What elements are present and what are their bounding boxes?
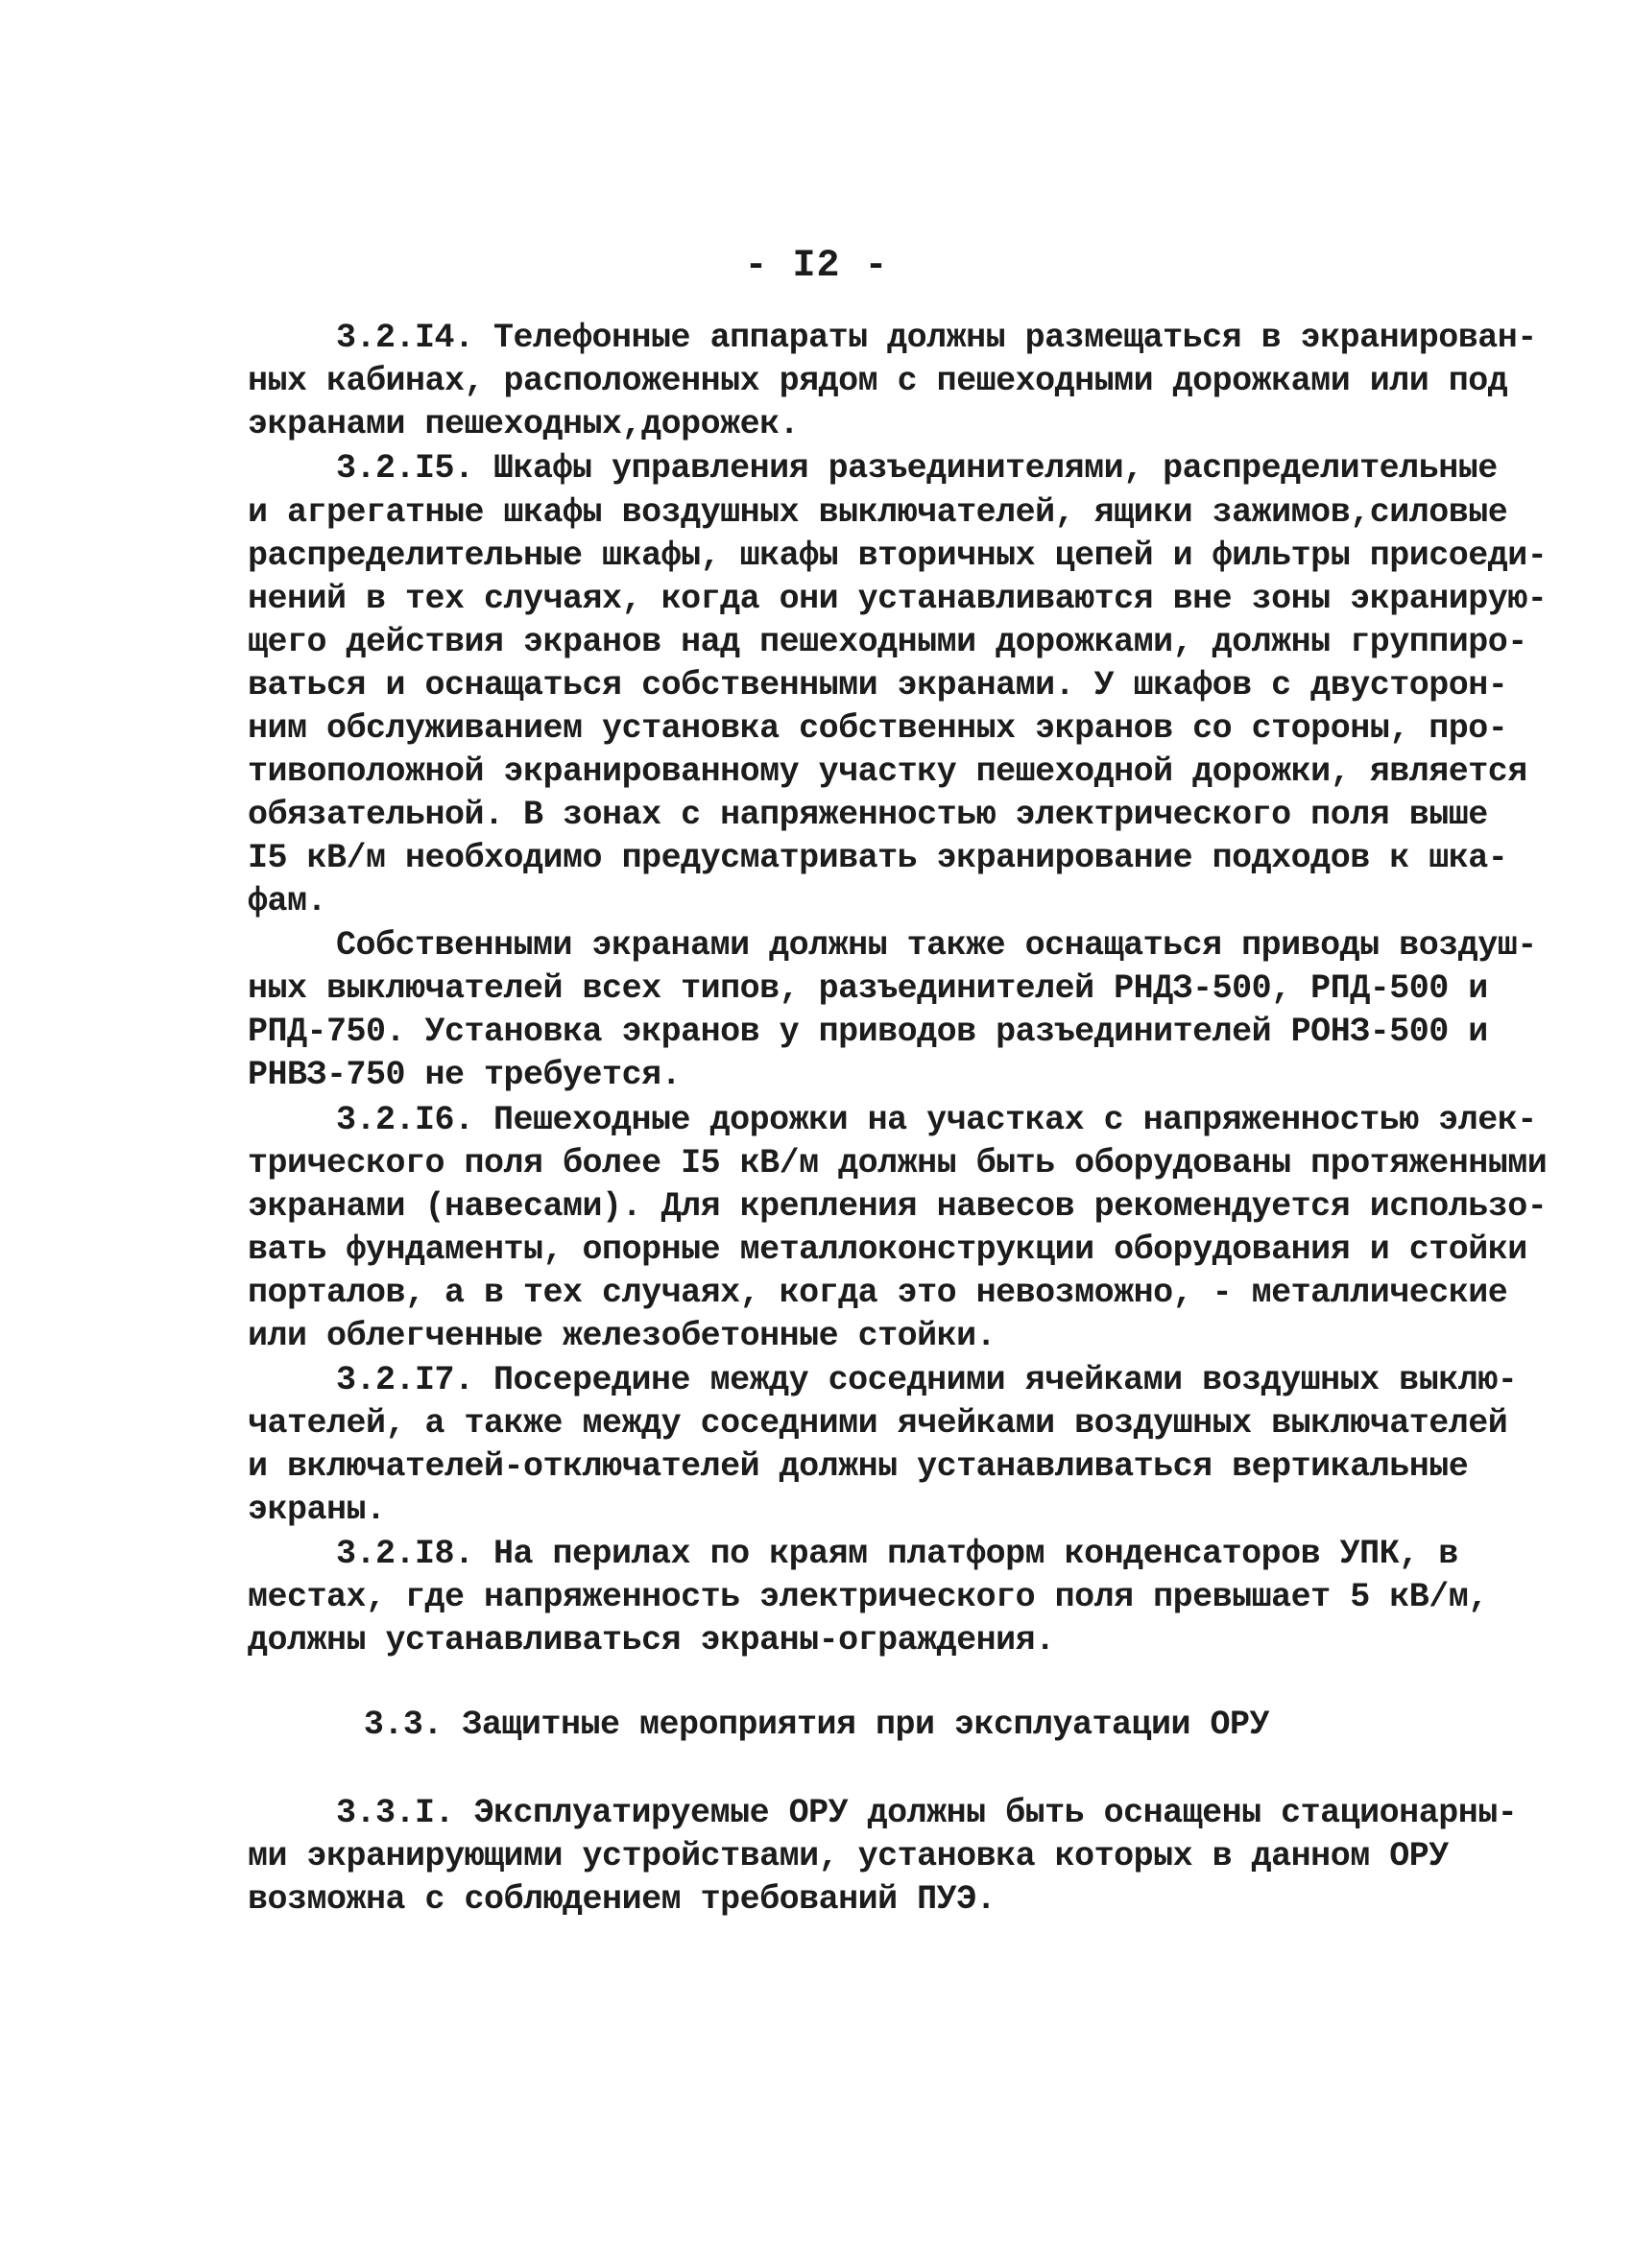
text-line: ми экранирующими устройствами, установка которых в данном ОРУ <box>248 1837 1449 1875</box>
text-line: возможна с соблюдением требований ПУЭ. <box>248 1880 997 1919</box>
text-line: фам. <box>248 882 327 920</box>
text-line: 3.3.I. Эксплуатируемые ОРУ должны быть оснащены стационарны- <box>336 1794 1518 1832</box>
text-line: и агрегатные шкафы воздушных выключателей, ящики зажимов,силовые <box>248 493 1508 532</box>
text-line: ных кабинах, расположенных рядом с пешеходными дорожками или под <box>248 362 1508 400</box>
text-line: ных выключателей всех типов, разъединителей РНДЗ-500, РПД-500 и <box>248 969 1488 1008</box>
text-line: ваться и оснащаться собственными экранами. У шкафов с двусторон- <box>248 666 1508 704</box>
text-line: 3.2.I8. На перилах по краям платформ конденсаторов УПК, в <box>336 1535 1458 1573</box>
text-line: порталов, а в тех случаях, когда это невозможно, - металлические <box>248 1274 1508 1312</box>
text-line: экранами (навесами). Для крепления навесов рекомендуется использо- <box>248 1187 1548 1226</box>
text-line: и включателей-отключателей должны устанавливаться вертикальные <box>248 1447 1469 1486</box>
text-line: экранами пешеходных,дорожек. <box>248 405 800 443</box>
text-line: или облегченные железобетонные стойки. <box>248 1317 997 1355</box>
text-line: РНВЗ-750 не требуется. <box>248 1056 682 1094</box>
text-line: вать фундаменты, опорные металлоконструкции оборудования и стойки <box>248 1230 1527 1269</box>
text-line: РПД-750. Установка экранов у приводов разъединителей РОНЗ-500 и <box>248 1013 1488 1051</box>
text-line: 3.2.I4. Телефонные аппараты должны размещаться в экранирован- <box>336 319 1537 357</box>
text-line: экраны. <box>248 1491 386 1529</box>
text-line: ним обслуживанием установка собственных экранов со стороны, про- <box>248 709 1508 748</box>
section-heading: 3.3. Защитные мероприятия при эксплуатации ОРУ <box>363 1706 1270 1744</box>
text-line: распределительные шкафы, шкафы вторичных цепей и фильтры присоеди- <box>248 537 1548 575</box>
text-line: тивоположной экранированному участку пешеходной дорожки, является <box>248 752 1527 791</box>
text-line: I5 кВ/м необходимо предусматривать экранирование подходов к шка- <box>248 839 1508 877</box>
text-line: Собственными экранами должны также оснащаться приводы воздуш- <box>336 926 1537 965</box>
text-line: 3.2.I7. Посередине между соседними ячейками воздушных выклю- <box>336 1361 1518 1399</box>
text-line: трического поля более I5 кВ/м должны быть оборудованы протяженными <box>248 1144 1548 1182</box>
text-line: обязательной. В зонах с напряженностью электрического поля выше <box>248 796 1488 834</box>
text-line: местах, где напряженность электрического поля превышает 5 кВ/м, <box>248 1578 1488 1616</box>
text-line: 3.2.I6. Пешеходные дорожки на участках с напряженностью элек- <box>336 1101 1537 1139</box>
text-line: щего действия экранов над пешеходными дорожками, должны группиро- <box>248 623 1527 661</box>
text-line: чателей, а также между соседними ячейками воздушных выключателей <box>248 1404 1508 1443</box>
text-line: должны устанавливаться экраны-ограждения. <box>248 1621 1055 1659</box>
text-line: нений в тех случаях, когда они устанавливаются вне зоны экранирую- <box>248 580 1548 618</box>
text-line: 3.2.I5. Шкафы управления разъединителями, распределительные <box>336 449 1498 488</box>
page-number: - I2 - <box>744 245 889 288</box>
